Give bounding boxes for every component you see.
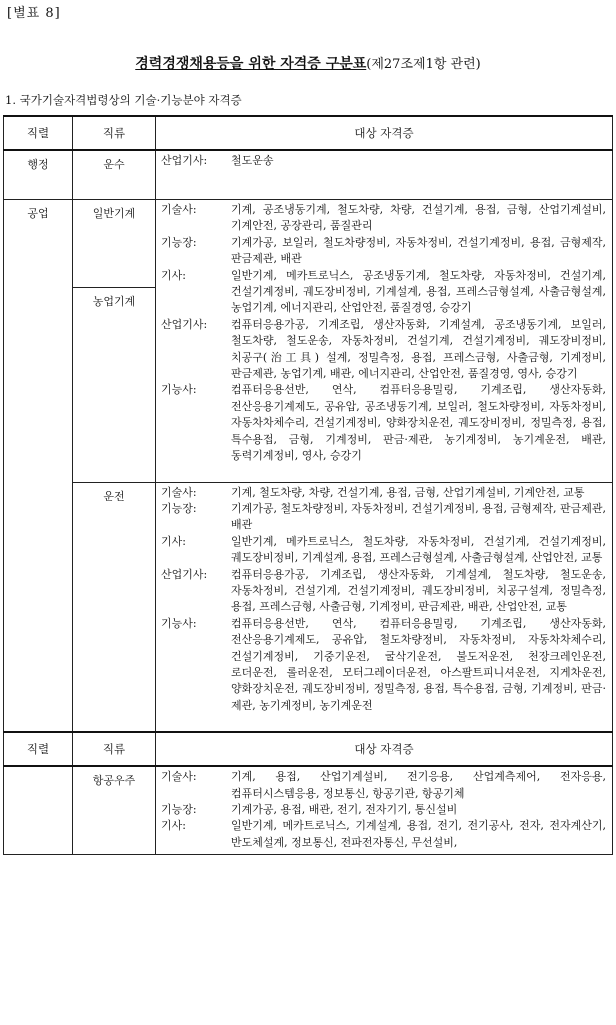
document-title (0, 53, 616, 73)
qual-group (161, 501, 606, 534)
grade-list: 철도운송 (231, 154, 274, 167)
section-heading: 1. 국가기술자격법령상의 기술·기능분야 자격증 (5, 93, 242, 107)
table-header-row (4, 116, 613, 150)
grade-list: 컴퓨터응용가공, 기계조립, 생산자동화, 기계설계, 철도차량, 철도운송, 자동차정비, 건설기계, 건설기계정비, 궤도장비정비, 치공구설계, 정밀측정, 용접, 프레스금형, 사출금형, 기계정비, 판금제관, 배관, 산업안전, 교통 (231, 567, 606, 614)
table-row (4, 482, 613, 732)
qualification-cell (156, 482, 613, 732)
table-header-row (4, 732, 613, 766)
kind-cell: 농업기계 (73, 288, 156, 483)
grade-list: 기계가공, 용접, 배관, 전기, 전자기기, 통신설비 (231, 803, 458, 816)
header-series: 직렬 (4, 116, 73, 150)
grade-list: 컴퓨터응용가공, 기계조립, 생산자동화, 기계설계, 공조냉동기계, 보일러, 철도차량, 철도운송, 자동차정비, 건설기계, 건설기계정비, 궤도장비정비, 치공구(治工具) 설계, 정밀측정, 용접, 프레스금형, 사출금형, 기계정비, 판금제관, 농업기계, 배관, 에너지관리, 산업안전, 품질경영, 영사, 승강기 (231, 317, 606, 381)
header-qualifications: 대상 자격증 (156, 732, 613, 766)
kind-cell: 일반기계 (73, 200, 156, 288)
table-row (4, 766, 613, 855)
qualification-cell (156, 766, 613, 855)
title-sub: (제27조제1항 관련) (366, 57, 481, 72)
grade-list: 일반기계, 메카트로닉스, 기계설계, 용접, 전기, 전기공사, 전자, 전자계산기, 반도체설계, 정보통신, 전파전자통신, 무선설비, (231, 819, 606, 849)
grade-list: 컴퓨터응용선반, 연삭, 컴퓨터응용밀링, 기계조립, 생산자동화, 전산응용기계제도, 공유압, 철도차량정비, 자동차정비, 자동차차체수리, 건설기계정비, 기중기운전, 굴삭기운전, 불도저운전, 천장크레인운전, 로더운전, 롤러운전, 모터그레이더운전, 아스팔트피니셔운전, 지게차운전, 양화장치운전, 궤도장비정비, 정밀측정, 용접, 특수용접, 금형, 기계정비, 판금·제관, 농기계정비, 농기계운전 (231, 616, 606, 712)
grade-label: 기능장: (161, 501, 197, 515)
qual-group (161, 153, 606, 169)
grade-label: 산업기사: (161, 567, 208, 581)
title-main: 경력경쟁채용등을 위한 자격증 구분표 (135, 56, 367, 72)
grade-list: 일반기계, 메카트로닉스, 철도차량, 자동차정비, 건설기계, 건설기계정비, 궤도장비정비, 기계설계, 용접, 프레스금형설계, 사출금형설계, 산업안전, 교통 (231, 534, 606, 565)
kind-cell: 항공우주 (73, 766, 156, 855)
qual-group (161, 769, 606, 802)
qual-group (161, 485, 606, 501)
table-row (4, 150, 613, 200)
grade-label: 기능사: (161, 383, 197, 397)
grade-list: 기계가공, 철도차량정비, 자동차정비, 건설기계정비, 용접, 금형제작, 판금제관, 배관 (231, 501, 606, 532)
table-row (4, 200, 613, 288)
header-kind: 직류 (73, 116, 156, 150)
grade-list: 기계, 공조냉동기계, 철도차량, 차량, 건설기계, 용접, 금형, 산업기계설비, 기계안전, 공장관리, 품질관리 (231, 203, 606, 233)
grade-label: 기술사: (161, 485, 197, 499)
qual-group (161, 268, 606, 317)
header-qualifications: 대상 자격증 (156, 116, 613, 150)
qual-group (161, 382, 606, 464)
qual-group (161, 235, 606, 268)
qual-group (161, 567, 606, 616)
qual-group (161, 616, 606, 714)
grade-label: 기사: (161, 268, 186, 282)
grade-label: 기사: (161, 534, 186, 548)
appendix-tag: [별표 8] (7, 6, 61, 21)
qualification-table (3, 115, 613, 855)
series-cell: 공업 (4, 200, 73, 733)
grade-list: 기계, 철도차량, 차량, 건설기계, 용접, 금형, 산업기계설비, 기계안전, 교통 (231, 485, 585, 499)
series-cell: 행정 (4, 150, 73, 200)
qual-group (161, 818, 606, 851)
grade-list: 기계가공, 보일러, 철도차량정비, 자동차정비, 건설기계정비, 용접, 금형제작, 판금제관, 배관 (231, 235, 606, 266)
grade-list: 일반기계, 메카트로닉스, 공조냉동기계, 철도차량, 자동차정비, 건설기계, 건설기계정비, 궤도장비정비, 기계설계, 용접, 프레스금형설계, 사출금형설계, 농업기계, 에너지관리, 산업안전, 품질경영, 승강기 (231, 268, 606, 315)
grade-label: 기술사: (161, 770, 197, 784)
header-kind: 직류 (73, 732, 156, 766)
grade-list: 기계, 용접, 산업기계설비, 전기응용, 산업계측제어, 전자응용, 컴퓨터시스템응용, 정보통신, 항공기관, 항공기체 (231, 770, 606, 800)
qual-group (161, 202, 606, 235)
grade-label: 산업기사: (161, 317, 208, 331)
kind-cell: 운전 (73, 482, 156, 732)
qualification-cell (156, 150, 613, 200)
header-series: 직렬 (4, 732, 73, 766)
grade-label: 기술사: (161, 203, 197, 216)
series-cell (4, 766, 73, 855)
qual-group (161, 802, 606, 818)
grade-label: 기사: (161, 819, 186, 833)
kind-cell: 운수 (73, 150, 156, 200)
qualification-cell (156, 200, 613, 483)
qual-group (161, 534, 606, 567)
grade-list: 컴퓨터응용선반, 연삭, 컴퓨터응용밀링, 기계조립, 생산자동화, 전산응용기계제도, 공유압, 공조냉동기계, 보일러, 철도차량정비, 자동차정비, 자동차차체수리, 건설기계정비, 양화장치운전, 궤도장비정비, 정밀측정, 용접, 특수용접, 금형, 기계정비, 판금·제관, 농기계정비, 농기계운전, 배관, 동력기계정비, 영사, 승강기 (231, 383, 606, 463)
grade-label: 기능장: (161, 235, 197, 249)
grade-label: 기능장: (161, 803, 197, 816)
grade-label: 산업기사: (161, 154, 208, 167)
grade-label: 기능사: (161, 616, 197, 630)
qual-group (161, 317, 606, 383)
